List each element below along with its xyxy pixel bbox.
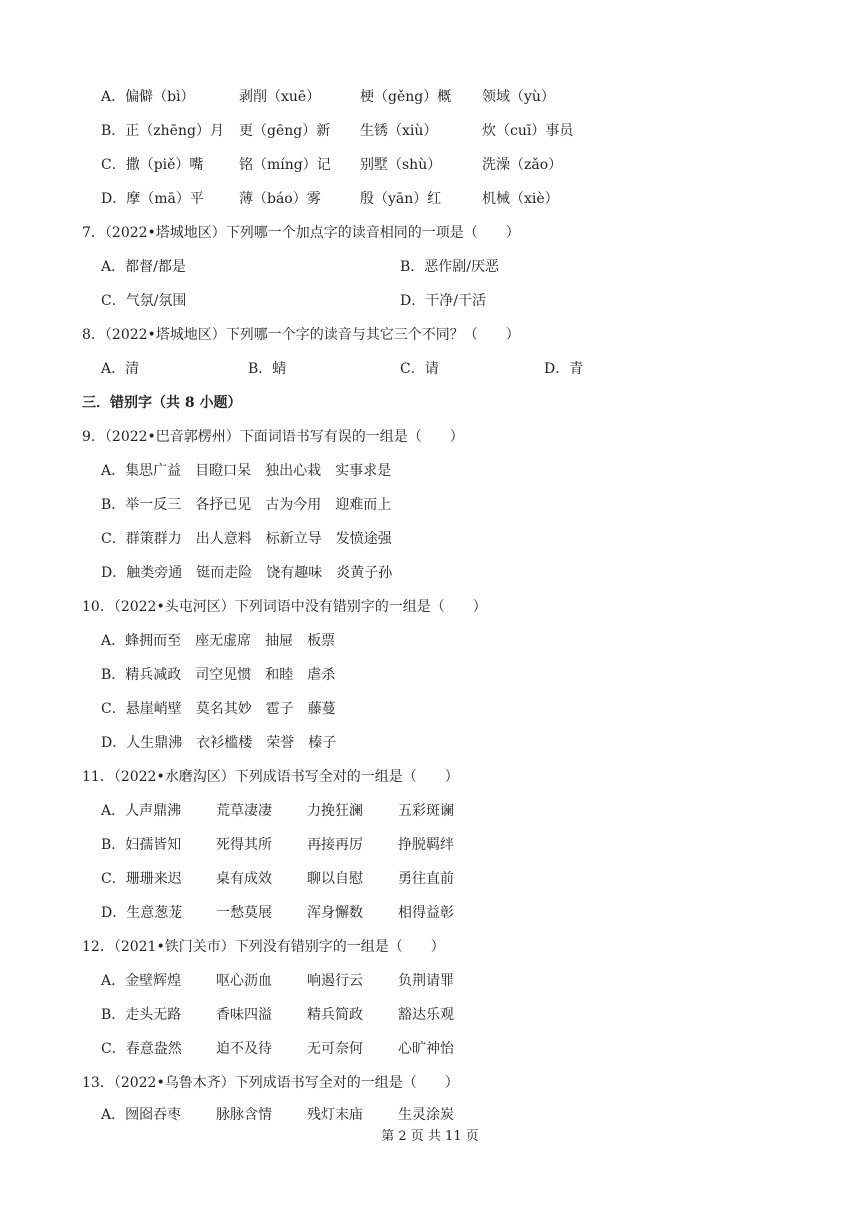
- q8-stem-row: [0, 324, 860, 346]
- option-text: C．群策群力 出人意料 标新立导 发愤途强: [101, 531, 392, 547]
- option-text: A．蜂拥而至 座无虚席 抽屉 板票: [101, 633, 336, 649]
- q12-option-a: [0, 970, 860, 992]
- option-cell: D．青: [544, 361, 584, 377]
- option-cell: 残灯末庙: [307, 1107, 363, 1123]
- section-heading: 三．错别字（共 8 小题）: [82, 395, 242, 411]
- q9-option-c: [0, 528, 860, 550]
- q12-option-c: [0, 1038, 860, 1060]
- q13-stem-row: [0, 1072, 860, 1094]
- option-text: D．人生鼎沸 衣衫槛楼 荣誉 榛子: [101, 735, 337, 751]
- q11-option-c: [0, 868, 860, 890]
- option-cell: 相得益彰: [398, 905, 454, 921]
- option-cell: 豁达乐观: [398, 1007, 454, 1023]
- option-cell: 力挽狂澜: [307, 803, 363, 819]
- option-cell: C．请: [400, 361, 439, 377]
- option-cell: D．摩（mā）平: [101, 191, 204, 207]
- option-cell: 负荆请罪: [398, 973, 454, 989]
- question-stem: 11．（2022•水磨沟区）下列成语书写全对的一组是（ ）: [82, 769, 459, 785]
- option-cell: 铭（míng）记: [239, 157, 331, 173]
- option-cell: 一愁莫展: [216, 905, 272, 921]
- option-cell: 剥削（xuē）: [239, 89, 321, 105]
- option-cell: 迫不及待: [216, 1041, 272, 1057]
- option-text: B．精兵减政 司空见惯 和睦 虐杀: [101, 667, 336, 683]
- question-stem: 8．（2022•塔城地区）下列哪一个字的读音与其它三个不同？（ ）: [82, 327, 520, 343]
- q11-option-a: [0, 800, 860, 822]
- option-cell: A．都督/都是: [101, 259, 186, 275]
- option-cell: 精兵简政: [307, 1007, 363, 1023]
- option-cell: 桌有成效: [216, 871, 272, 887]
- question-stem: 9．（2022•巴音郭楞州）下面词语书写有误的一组是（ ）: [82, 429, 464, 445]
- q11-option-b: [0, 834, 860, 856]
- option-cell: 无可奈何: [307, 1041, 363, 1057]
- option-cell: A．偏僻（bì）: [101, 89, 195, 105]
- option-cell: 更（gēng）新: [239, 123, 331, 139]
- q8-options-row: [0, 358, 860, 380]
- option-cell: B．恶作剧/厌恶: [400, 259, 500, 275]
- option-cell: 香味四溢: [216, 1007, 272, 1023]
- q10-option-a: [0, 630, 860, 652]
- option-cell: 梗（gěng）概: [360, 89, 452, 105]
- option-cell: 呕心沥血: [216, 973, 272, 989]
- option-cell: A．清: [101, 361, 140, 377]
- option-cell: 生灵涂炭: [398, 1107, 454, 1123]
- option-cell: 浑身懈数: [307, 905, 363, 921]
- option-cell: B．蜻: [248, 361, 287, 377]
- option-cell: 挣脱羁绊: [398, 837, 454, 853]
- q6-option-b: [0, 120, 860, 142]
- option-cell: B．正（zhēng）月: [101, 123, 224, 139]
- option-cell: A．囫囵吞枣: [101, 1107, 182, 1123]
- option-cell: C．春意盎然: [101, 1041, 182, 1057]
- option-cell: 脉脉含情: [216, 1107, 272, 1123]
- q9-option-a: [0, 460, 860, 482]
- option-cell: C．撒（piě）嘴: [101, 157, 204, 173]
- option-cell: 响遏行云: [307, 973, 363, 989]
- option-cell: 殷（yān）红: [360, 191, 442, 207]
- option-cell: 炊（cuī）事员: [482, 123, 574, 139]
- option-cell: 五彩斑谰: [398, 803, 454, 819]
- page-footer: 第 2 页 共 11 页: [381, 1129, 479, 1144]
- q9-option-b: [0, 494, 860, 516]
- q7-stem-row: [0, 222, 860, 244]
- q12-stem-row: [0, 936, 860, 958]
- option-cell: 机械（xiè）: [482, 191, 559, 207]
- q10-stem-row: [0, 596, 860, 618]
- q6-option-c: [0, 154, 860, 176]
- q6-option-a: [0, 86, 860, 108]
- option-cell: 勇往直前: [398, 871, 454, 887]
- option-cell: 别墅（shù）: [360, 157, 442, 173]
- q10-option-d: [0, 732, 860, 754]
- option-text: B．举一反三 各抒已见 古为今用 迎难而上: [101, 497, 392, 513]
- option-text: A．集思广益 目瞪口呆 独出心栽 实事求是: [101, 463, 392, 479]
- q7-options-row-2: [0, 290, 860, 312]
- option-cell: 洗澡（zǎo）: [482, 157, 563, 173]
- q10-option-c: [0, 698, 860, 720]
- option-text: D．触类旁通 铤而走险 饶有趣味 炎黄子孙: [101, 565, 393, 581]
- question-stem: 12．（2021•铁门关市）下列没有错别字的一组是（ ）: [82, 939, 445, 955]
- option-cell: B．妇孺皆知: [101, 837, 182, 853]
- option-text: C．悬崖峭壁 莫名其妙 雹子 藤蔓: [101, 701, 336, 717]
- question-stem: 7．（2022•塔城地区）下列哪一个加点字的读音相同的一项是（ ）: [82, 225, 520, 241]
- option-cell: 生锈（xiù）: [360, 123, 438, 139]
- q7-options-row-1: [0, 256, 860, 278]
- option-cell: A．人声鼎沸: [101, 803, 182, 819]
- option-cell: 领域（yù）: [482, 89, 555, 105]
- option-cell: C．珊珊来迟: [101, 871, 182, 887]
- option-cell: 荒草凄凄: [216, 803, 272, 819]
- option-cell: A．金壁辉煌: [101, 973, 182, 989]
- q11-stem-row: [0, 766, 860, 788]
- option-cell: 薄（báo）雾: [239, 191, 321, 207]
- option-cell: 聊以自慰: [307, 871, 363, 887]
- q9-stem-row: [0, 426, 860, 448]
- option-cell: 心旷神怡: [398, 1041, 454, 1057]
- q9-option-d: [0, 562, 860, 584]
- q6-option-d: [0, 188, 860, 210]
- q10-option-b: [0, 664, 860, 686]
- q12-option-b: [0, 1004, 860, 1026]
- question-stem: 13．（2022•乌鲁木齐）下列成语书写全对的一组是（ ）: [82, 1075, 459, 1091]
- option-cell: B．走头无路: [101, 1007, 182, 1023]
- option-cell: C．气氛/氛围: [101, 293, 187, 309]
- q13-option-a: [0, 1104, 860, 1126]
- option-cell: 死得其所: [216, 837, 272, 853]
- option-cell: D．生意葱茏: [101, 905, 183, 921]
- q11-option-d: [0, 902, 860, 924]
- option-cell: D．干净/干活: [400, 293, 486, 309]
- option-cell: 再接再厉: [307, 837, 363, 853]
- question-stem: 10．（2022•头屯河区）下列词语中没有错别字的一组是（ ）: [82, 599, 487, 615]
- section-heading-row: [0, 392, 860, 414]
